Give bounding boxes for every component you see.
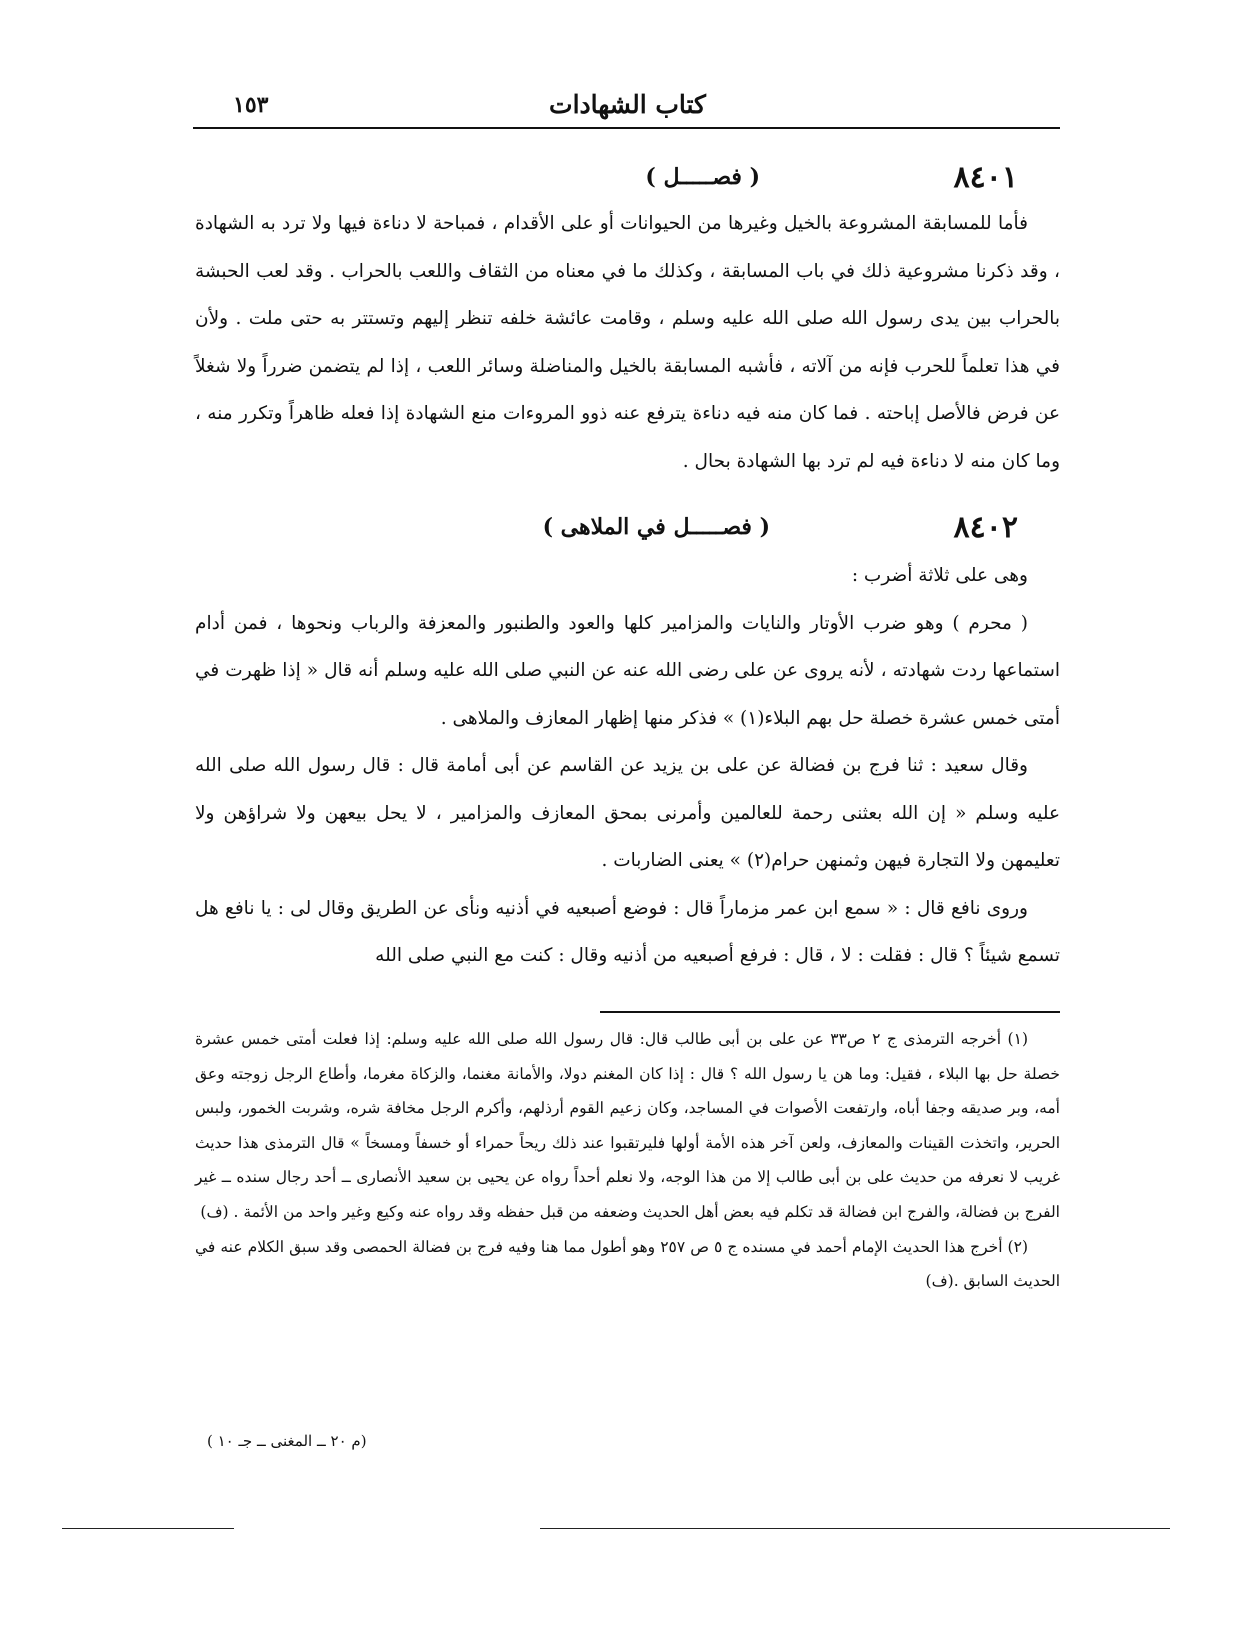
page-header [195, 86, 1060, 126]
paragraph: وروى نافع قال : « سمع ابن عمر مزماراً قال : فوضع أصبعيه في أذنيه ونأى عن الطريق وقال لى : يا نافع هل تسمع شيئاً ؟ قال : فقلت : لا ، قال : فرفع أصبعيه من أذنيه وقال : كنت مع النبي صلى الله [195, 897, 1060, 966]
paragraph: ( محرم ) وهو ضرب الأوتار والنايات والمزامير كلها والعود والطنبور والمعزفة والرباب ونحوها ، فمن أدام استماعها ردت شهادته ، لأنه يروى عن على رضى الله عنه عن النبي صلى الله عليه وسلم أنه قال « إذا ظهرت في أمتى خمس عشرة خصلة حل بهم البلاء(١) » فذكر منها إظهار المعازف والملاهى . [195, 612, 1060, 729]
section-8401-body [195, 200, 1060, 485]
section-8402-body [195, 552, 1060, 980]
paragraph: فأما للمسابقة المشروعة بالخيل وغيرها من الحيوانات أو على الأقدام ، فمباحة لا دناءة فيها ولا ترد به الشهادة ، وقد ذكرنا مشروعية ذلك في باب المسابقة ، وكذلك ما في معناه من الثقاف واللعب بالحراب . وقد لعب الحبشة بالحراب بين يدى رسول الله صلى الله عليه وسلم ، وقامت عائشة خلفه تنظر إليهم وتستتر به حتى ملت . ولأن في هذا تعلماً للحرب فإنه من آلاته ، فأشبه المسابقة بالخيل والمناضلة وسائر اللعب ، إذا لم يتضمن ضرراً ولا شغلاً عن فرض فالأصل إباحته . فما كان منه فيه دناءة يترفع عنه ذوو المروءات منع الشهادة إذا فعله ظاهراً وتكرر منه ، وما كان منه لا دناءة فيه لم ترد بها الشهادة بحال . [195, 213, 1060, 472]
footnotes [195, 1022, 1060, 1299]
bottom-rule-right [540, 1528, 1170, 1529]
paragraph-intro: وهى على ثلاثة أضرب : [851, 565, 1028, 586]
section-title: ( فصـــــل ) [645, 164, 760, 190]
page-title: كتاب الشهادات [549, 90, 706, 119]
section-heading-8401 [195, 160, 1060, 204]
footnote-2: (٢) أخرج هذا الحديث الإمام أحمد في مسنده ج ٥ ص ٢٥٧ وهو أطول مما هنا وفيه فرج بن فضالة الحمصى وقد سبق الكلام عنه في الحديث السابق .(ف) [195, 1237, 1060, 1291]
header-rule [193, 127, 1060, 129]
volume-signature: (م ٢٠ ــ المغنى ــ جـ ١٠ ) [207, 1432, 367, 1450]
section-heading-8402 [195, 510, 1060, 554]
page-number: ١٥٣ [233, 92, 269, 118]
section-title: ( فصـــــل في الملاهى ) [542, 514, 770, 540]
footnote-1: (١) أخرجه الترمذى ج ٢ ص٣٣ عن على بن أبى طالب قال: قال رسول الله صلى الله عليه وسلم: إذا فعلت أمتى خمس عشرة خصلة حل بها البلاء ، فقيل: وما هن يا رسول الله ؟ قال : إذا كان المغنم دولا، والأمانة مغنما، والزكاة مغرما، وأطاع الرجل زوجته وعق أمه، وبر صديقه وجفا أباه، وارتفعت الأصوات في المساجد، وكان زعيم القوم أرذلهم، وأكرم الرجل مخافة شره، وشربت الخمور، ولبس الحرير، واتخذت القينات والمعازف، ولعن آخر هذه الأمة أولها فليرتقبوا عند ذلك ريحاً حمراء أو خسفاً ومسخاً » قال الترمذى هذا حديث غريب لا نعرفه من حديث على بن أبى طالب إلا من هذا الوجه، ولا نعلم أحداً رواه عن يحيى بن سعيد الأنصارى ــ أحد رجال سنده ــ غير الفرج بن فضالة، والفرج ابن فضالة قد تكلم فيه بعض أهل الحديث وضعفه من قبل حفظه وقد رواه عنه وكيع وغير واحد من الأئمة . (ف) [195, 1030, 1061, 1221]
paragraph: وقال سعيد : ثنا فرج بن فضالة عن على بن يزيد عن القاسم عن أبى أمامة قال : قال رسول الله صلى الله عليه وسلم « إن الله بعثنى رحمة للعالمين وأمرنى بمحق المعازف والمزامير ، لا يحل بيعهن ولا شراؤهن ولا تعليمهن ولا التجارة فيهن وثمنهن حرام(٢) » يعنى الضاربات . [195, 755, 1060, 871]
footnote-rule [600, 1011, 1060, 1013]
section-number: ٨٤٠١ [953, 160, 1018, 195]
bottom-rule-left [62, 1528, 234, 1529]
section-number: ٨٤٠٢ [953, 510, 1018, 545]
